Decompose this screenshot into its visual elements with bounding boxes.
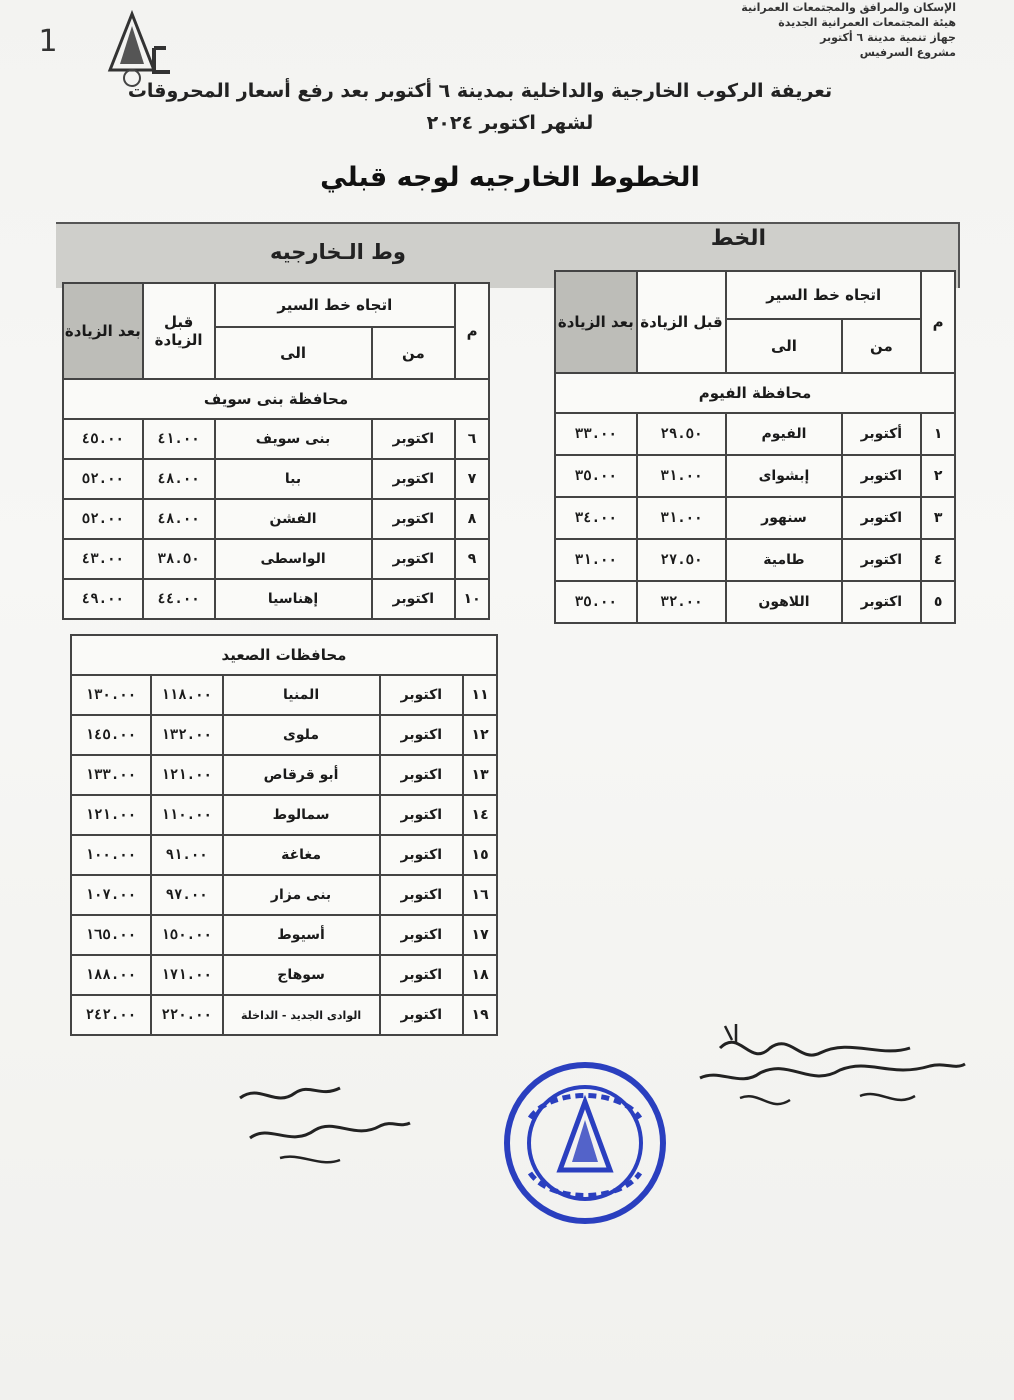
table-row	[63, 499, 489, 539]
from-cell: اكتوبر	[380, 995, 464, 1035]
org-line: الإسكان والمرافق والمجتمعات العمرانية	[741, 1, 956, 14]
from-cell: اكتوبر	[842, 455, 922, 497]
organization-header	[696, 0, 956, 60]
row-number: ٥	[921, 581, 955, 623]
row-number: ١٥	[463, 835, 497, 875]
to-cell: سوهاج	[223, 955, 380, 995]
to-cell: إبشواى	[726, 455, 841, 497]
row-number: ٦	[455, 419, 489, 459]
from-cell: اكتوبر	[380, 675, 464, 715]
document-subtitle: لشهر اكتوبر ٢٠٢٤	[426, 112, 594, 134]
signature-left	[220, 1068, 420, 1178]
section-title: محافظة بنى سويف	[63, 379, 489, 419]
document-title: تعريفة الركوب الخارجية والداخلية بمدينة ٦ أكتوبر بعد رفع أسعار المحروقات	[127, 80, 833, 102]
org-line: هيئة المجتمعات العمرانية الجديدة	[778, 16, 956, 29]
table-row	[71, 715, 497, 755]
band-label-right: الخط	[710, 226, 766, 251]
to-cell: بنى سويف	[215, 419, 372, 459]
price-after: ٣٥.٠٠	[555, 581, 637, 623]
to-cell: سمالوط	[223, 795, 380, 835]
price-after: ١٦٥.٠٠	[71, 915, 151, 955]
from-cell: اكتوبر	[372, 499, 456, 539]
org-line: مشروع السرفيس	[859, 46, 956, 59]
from-cell: اكتوبر	[372, 459, 456, 499]
price-after: ٣٥.٠٠	[555, 455, 637, 497]
from-cell: اكتوبر	[372, 419, 456, 459]
header-before: قبل الزيادة	[637, 271, 727, 373]
price-before: ٣١.٠٠	[637, 455, 727, 497]
price-before: ١٣٢.٠٠	[151, 715, 223, 755]
header-num: م	[921, 271, 955, 373]
price-before: ٤١.٠٠	[143, 419, 215, 459]
from-cell: اكتوبر	[372, 579, 456, 619]
price-after: ٣١.٠٠	[555, 539, 637, 581]
header-before: قبل الزيادة	[143, 283, 215, 379]
price-after: ١٣٠.٠٠	[71, 675, 151, 715]
table-row	[71, 955, 497, 995]
to-cell: أسيوط	[223, 915, 380, 955]
from-cell: اكتوبر	[372, 539, 456, 579]
price-before: ٤٤.٠٠	[143, 579, 215, 619]
upper-egypt-rows	[71, 675, 497, 1035]
from-cell: اكتوبر	[380, 795, 464, 835]
to-cell: الفشن	[215, 499, 372, 539]
table-row	[71, 795, 497, 835]
organization-logo	[92, 8, 172, 88]
to-cell: ملوى	[223, 715, 380, 755]
from-cell: اكتوبر	[380, 715, 464, 755]
header-to: الى	[726, 319, 841, 373]
price-after: ٤٩.٠٠	[63, 579, 143, 619]
price-before: ٤٨.٠٠	[143, 459, 215, 499]
from-cell: اكتوبر	[842, 581, 922, 623]
to-cell: المنيا	[223, 675, 380, 715]
fayoum-table	[554, 270, 956, 624]
page-number: 1	[38, 24, 58, 59]
table-row	[71, 755, 497, 795]
from-cell: اكتوبر	[380, 875, 464, 915]
table-row	[555, 413, 955, 455]
table-row	[555, 539, 955, 581]
to-cell: إهناسيا	[215, 579, 372, 619]
price-after: ١٨٨.٠٠	[71, 955, 151, 995]
price-after: ٤٥.٠٠	[63, 419, 143, 459]
to-cell: سنهور	[726, 497, 841, 539]
row-number: ١	[921, 413, 955, 455]
price-after: ١٢١.٠٠	[71, 795, 151, 835]
price-after: ٤٣.٠٠	[63, 539, 143, 579]
beni-suef-table	[62, 282, 490, 620]
header-num: م	[455, 283, 489, 379]
row-number: ١٧	[463, 915, 497, 955]
price-after: ٣٤.٠٠	[555, 497, 637, 539]
band-label-left: وط الـخارجيه	[270, 240, 406, 264]
table-row	[63, 579, 489, 619]
row-number: ١٨	[463, 955, 497, 995]
from-cell: اكتوبر	[380, 955, 464, 995]
from-cell: اكتوبر	[380, 915, 464, 955]
price-before: ١١٨.٠٠	[151, 675, 223, 715]
header-from: من	[842, 319, 922, 373]
price-before: ٩٧.٠٠	[151, 875, 223, 915]
row-number: ٨	[455, 499, 489, 539]
row-number: ٢	[921, 455, 955, 497]
price-after: ١٠٧.٠٠	[71, 875, 151, 915]
to-cell: ببا	[215, 459, 372, 499]
from-cell: اكتوبر	[842, 539, 922, 581]
fayoum-rows	[555, 413, 955, 623]
official-stamp	[500, 1058, 670, 1228]
price-before: ٣٢.٠٠	[637, 581, 727, 623]
table-row	[63, 459, 489, 499]
to-cell: أبو قرقاص	[223, 755, 380, 795]
table-row	[71, 835, 497, 875]
to-cell: بنى مزار	[223, 875, 380, 915]
upper-egypt-table	[70, 634, 498, 1036]
table-row	[555, 455, 955, 497]
price-before: ١٧١.٠٠	[151, 955, 223, 995]
price-after: ١٣٣.٠٠	[71, 755, 151, 795]
to-cell: مغاغة	[223, 835, 380, 875]
price-after: ١٤٥.٠٠	[71, 715, 151, 755]
section-title: محافظات الصعيد	[71, 635, 497, 675]
from-cell: اكتوبر	[380, 835, 464, 875]
row-number: ١٩	[463, 995, 497, 1035]
row-number: ٤	[921, 539, 955, 581]
table-row	[555, 581, 955, 623]
price-before: ٣٨.٥٠	[143, 539, 215, 579]
signature-right	[680, 1018, 970, 1128]
price-before: ١٥٠.٠٠	[151, 915, 223, 955]
table-row	[63, 539, 489, 579]
price-after: ٣٣.٠٠	[555, 413, 637, 455]
table-row	[71, 915, 497, 955]
from-cell: أكتوبر	[842, 413, 922, 455]
header-to: الى	[215, 327, 372, 379]
row-number: ٧	[455, 459, 489, 499]
header-direction: اتجاه خط السير	[215, 283, 456, 327]
price-before: ١٢١.٠٠	[151, 755, 223, 795]
to-cell: طامية	[726, 539, 841, 581]
price-before: ٢٢٠.٠٠	[151, 995, 223, 1035]
price-before: ٣١.٠٠	[637, 497, 727, 539]
price-after: ٢٤٢.٠٠	[71, 995, 151, 1035]
table-row	[555, 497, 955, 539]
price-after: ٥٢.٠٠	[63, 459, 143, 499]
table-row	[71, 995, 497, 1035]
from-cell: اكتوبر	[380, 755, 464, 795]
to-cell: الفيوم	[726, 413, 841, 455]
price-before: ٩١.٠٠	[151, 835, 223, 875]
row-number: ١٤	[463, 795, 497, 835]
price-after: ١٠٠.٠٠	[71, 835, 151, 875]
beni-suef-rows	[63, 419, 489, 619]
header-after: بعد الزيادة	[555, 271, 637, 373]
org-line: جهاز تنمية مدينة ٦ أكتوبر	[820, 31, 956, 44]
price-after: ٥٢.٠٠	[63, 499, 143, 539]
row-number: ١٦	[463, 875, 497, 915]
to-cell: الوادى الجديد - الداخلة	[223, 995, 380, 1035]
from-cell: اكتوبر	[842, 497, 922, 539]
row-number: ١٠	[455, 579, 489, 619]
row-number: ١٢	[463, 715, 497, 755]
price-before: ٤٨.٠٠	[143, 499, 215, 539]
header-from: من	[372, 327, 456, 379]
table-row	[63, 419, 489, 459]
price-before: ١١٠.٠٠	[151, 795, 223, 835]
row-number: ٣	[921, 497, 955, 539]
table-row	[71, 675, 497, 715]
row-number: ٩	[455, 539, 489, 579]
to-cell: اللاهون	[726, 581, 841, 623]
header-direction: اتجاه خط السير	[726, 271, 921, 319]
price-before: ٢٧.٥٠	[637, 539, 727, 581]
section-title: محافظة الفيوم	[555, 373, 955, 413]
row-number: ١١	[463, 675, 497, 715]
row-number: ١٣	[463, 755, 497, 795]
header-after: بعد الزيادة	[63, 283, 143, 379]
main-heading: الخطوط الخارجيه لوجه قبلي	[320, 162, 700, 193]
to-cell: الواسطى	[215, 539, 372, 579]
price-before: ٢٩.٥٠	[637, 413, 727, 455]
table-row	[71, 875, 497, 915]
